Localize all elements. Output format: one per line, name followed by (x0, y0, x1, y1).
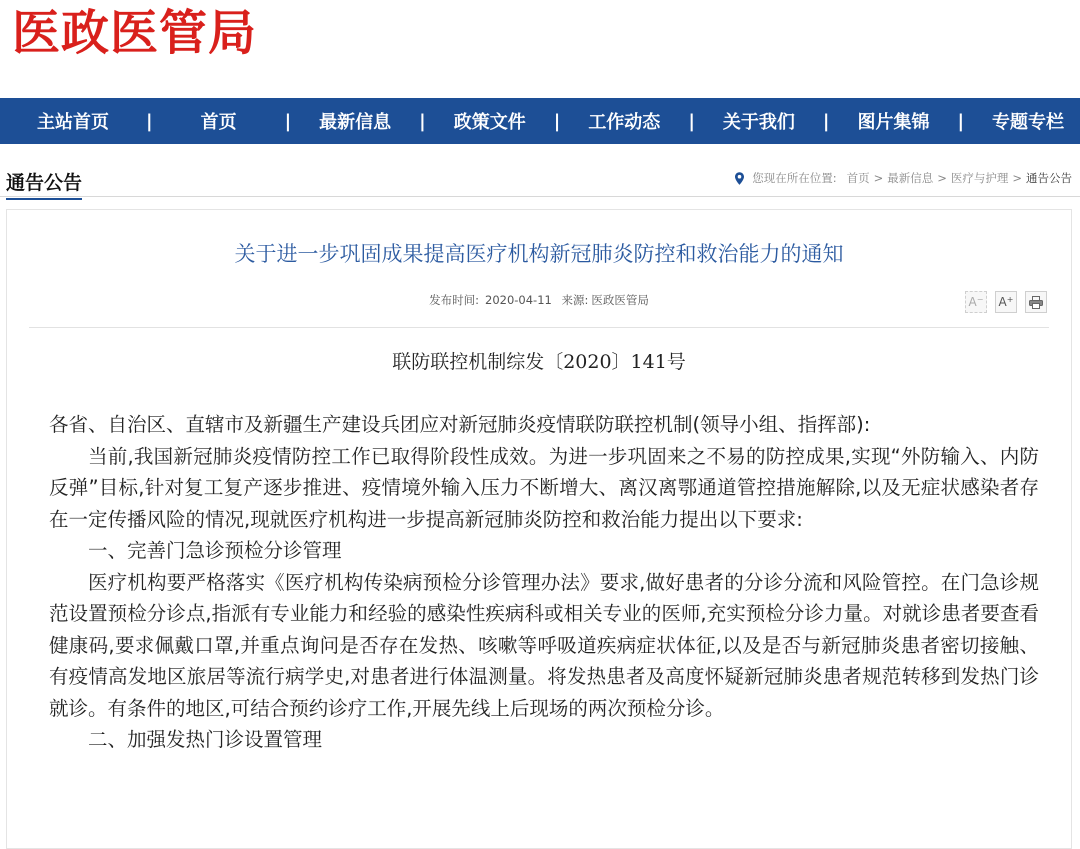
nav-item-home[interactable]: 首页 (200, 112, 237, 133)
printer-icon (1029, 296, 1043, 309)
masthead (0, 0, 1080, 98)
meta-divider (29, 327, 1049, 328)
nav-item-latest-news[interactable]: 最新信息 (319, 112, 392, 133)
nav-separator: | (146, 110, 153, 132)
nav-separator: | (957, 110, 965, 132)
section-header (0, 160, 1080, 198)
publish-date-label: 发布时间: (429, 293, 479, 307)
breadcrumb-separator: > (1012, 171, 1022, 185)
main-navbar (0, 98, 1080, 144)
nav-item-main-home[interactable]: 主站首页 (37, 112, 109, 133)
breadcrumb-separator: > (873, 171, 884, 185)
site-title[interactable]: 医政医管局 (12, 5, 258, 61)
font-increase-button[interactable]: A + (995, 291, 1017, 313)
nav-item-about-us[interactable]: 关于我们 (722, 112, 795, 133)
section-heading: 二、加强发热门诊设置管理 (88, 728, 323, 751)
section-heading: 一、完善门急诊预检分诊管理 (88, 539, 342, 562)
nav-item-special-topics[interactable]: 专题专栏 (992, 112, 1065, 133)
nav-separator: | (284, 110, 292, 132)
nav-separator: | (553, 110, 561, 132)
salutation-paragraph: 各省、自治区、直辖市及新疆生产建设兵团应对新冠肺炎疫情联防联控机制(领导小组、指挥部): (49, 413, 871, 436)
document-number: 联防联控机制综发〔2020〕141号 (392, 351, 686, 373)
article-tools (965, 291, 1047, 313)
nav-item-work-updates[interactable]: 工作动态 (588, 112, 661, 133)
nav-item-photo-gallery[interactable]: 图片集锦 (857, 112, 930, 133)
font-decrease-button[interactable]: A − (965, 291, 987, 313)
breadcrumb-prefix: 您现在所在位置: (752, 171, 837, 185)
article-meta (7, 292, 1071, 308)
breadcrumb-separator: > (937, 171, 947, 185)
breadcrumb-link-medical-nursing[interactable]: 医疗与护理 (950, 171, 1009, 185)
nav-separator: | (822, 110, 830, 132)
breadcrumb-link-home[interactable]: 首页 (846, 171, 870, 185)
breadcrumb-link-latest-news[interactable]: 最新信息 (887, 171, 934, 185)
source-label: 来源: (561, 293, 589, 307)
publish-date: 2020-04-11 (485, 293, 552, 307)
section-title: 通告公告 (6, 168, 82, 200)
source-name: 医政医管局 (591, 293, 649, 307)
article-panel (6, 209, 1072, 849)
font-decrease-label: A (968, 295, 977, 309)
nav-separator: | (419, 110, 426, 132)
body-paragraph: 医疗机构要严格落实《医疗机构传染病预检分诊管理办法》要求,做好患者的分诊分流和风险管控。在门急诊规范设置预检分诊点,指派有专业能力和经验的感染性疾病科或相关专业的医师,充实预检分诊力量。对就诊患者要查看健康码,要求佩戴口罩,并重点询问是否存在发热、咳嗽等呼吸道疾病症状体征,以及是否与新冠肺炎患者密切接触、有疫情高发地区旅居等流行病学史,对患者进行体温测量。将发热患者及高度怀疑新冠肺炎患者规范转移到发热门诊就诊。有条件的地区,可结合预约诊疗工作,开展先线上后现场的两次预检分诊。 (49, 570, 1039, 720)
nav-separator: | (688, 110, 695, 132)
breadcrumb (735, 170, 1072, 186)
nav-item-policy-documents[interactable]: 政策文件 (453, 112, 526, 133)
article-title: 关于进一步巩固成果提高医疗机构新冠肺炎防控和救治能力的通知 (234, 242, 844, 266)
article-body (49, 409, 1039, 756)
location-pin-icon (735, 172, 744, 185)
breadcrumb-current: 通告公告 (1026, 171, 1072, 185)
section-divider (0, 196, 1080, 197)
font-increase-label: A (998, 295, 1007, 309)
print-button[interactable] (1025, 291, 1047, 313)
body-paragraph: 当前,我国新冠肺炎疫情防控工作已取得阶段性成效。为进一步巩固来之不易的防控成果,实现“外防输入、内防反弹”目标,针对复工复产逐步推进、疫情境外输入压力不断增大、离汉离鄂通道管控措施解除,以及无症状感染者存在一定传播风险的情况,现就医疗机构进一步提高新冠肺炎防控和救治能力提出以下要求: (49, 444, 1039, 531)
